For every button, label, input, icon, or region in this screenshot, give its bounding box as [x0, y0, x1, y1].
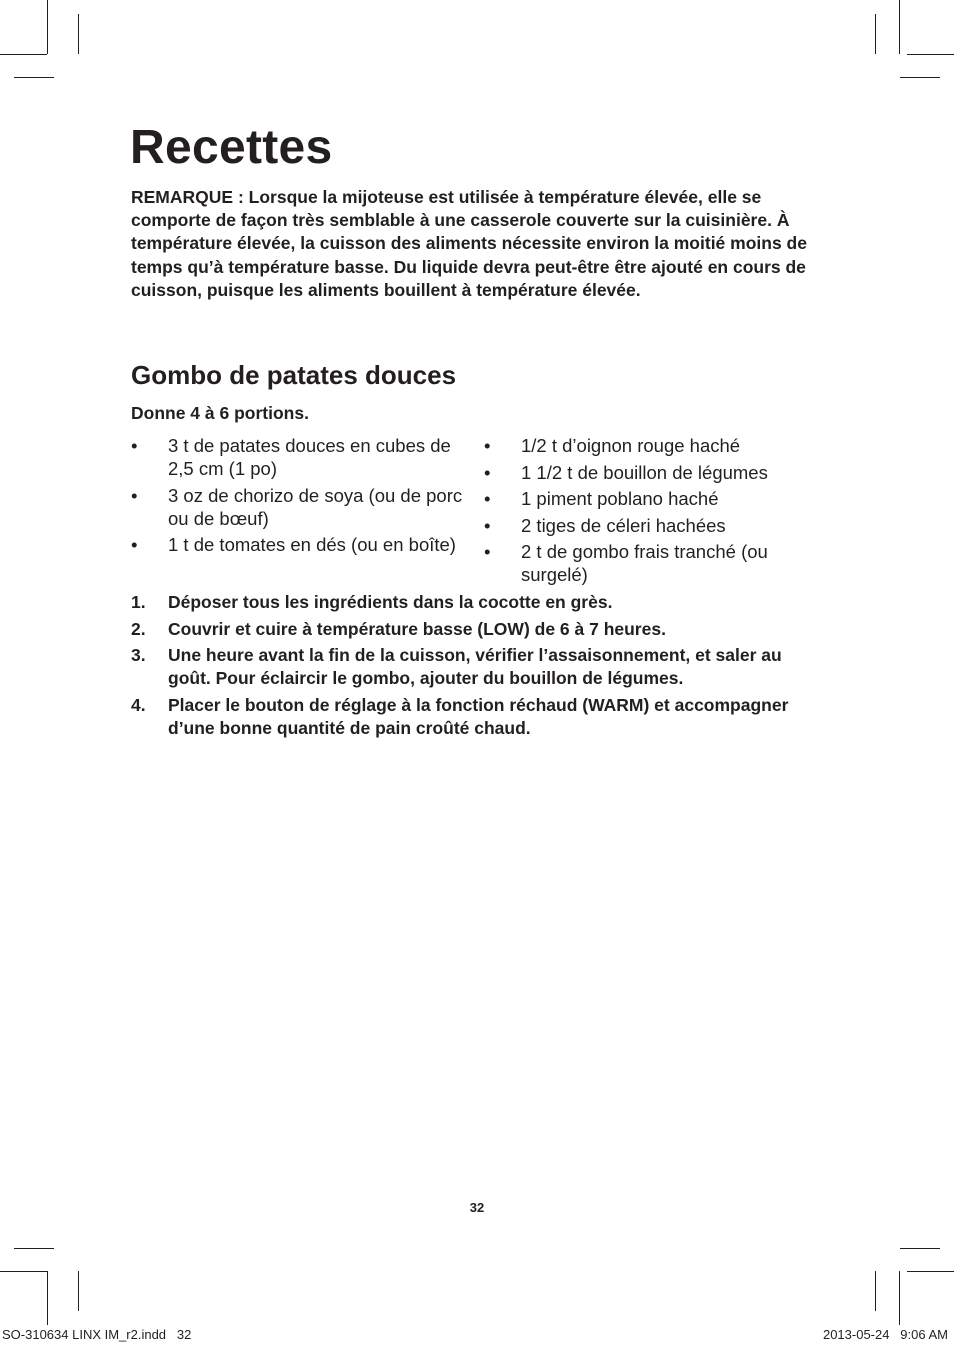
bullet-icon: •: [131, 435, 138, 456]
bullet-icon: •: [484, 488, 491, 509]
ingredient-item: [131, 533, 476, 556]
recipe-servings: Donne 4 à 6 portions.: [131, 403, 309, 423]
ingredient-text: 2 t de gombo frais tranché (ou surgelé): [521, 541, 768, 585]
crop-mark: [899, 0, 900, 54]
crop-mark: [0, 54, 47, 55]
note-text: Lorsque la mijoteuse est utilisée à température élevée, elle se comporte de façon très semblable à une casserole couverte sur la cuisinière. À température élevée, la cuisson des aliments nécessite environ la moitié moins de temps qu’à température basse. Du liquide devra peut-être être ajouté en cours de cuisson, puisque les aliments bouillent à température élevée.: [131, 187, 807, 300]
crop-mark: [907, 1271, 954, 1272]
recipe-title: Gombo de patates douces: [131, 360, 457, 390]
step-text: Couvrir et cuire à température basse (LOW) de 6 à 7 heures.: [168, 618, 666, 639]
step-number: 1.: [131, 592, 146, 612]
bullet-icon: •: [131, 534, 138, 555]
step-item: [131, 694, 798, 740]
ingredient-text: 1/2 t d’oignon rouge haché: [521, 435, 741, 456]
crop-mark: [78, 1271, 79, 1311]
ingredient-text: 1 t de tomates en dés (ou en boîte): [168, 534, 456, 555]
ingredient-item: [131, 484, 476, 530]
step-text: Placer le bouton de réglage à la fonction réchaud (WARM) et accompagner d’une bonne quantité de pain croûté chaud.: [168, 694, 789, 738]
crop-mark: [14, 77, 54, 78]
step-number: 2.: [131, 618, 146, 639]
crop-mark: [900, 77, 940, 78]
bullet-icon: •: [484, 514, 491, 536]
ingredient-text: 1 piment poblano haché: [521, 488, 719, 509]
crop-mark: [907, 54, 954, 55]
crop-mark: [899, 1271, 900, 1325]
ingredient-text: 3 oz de chorizo de soya (ou de porc ou de bœuf): [168, 484, 463, 529]
crop-mark: [875, 14, 876, 54]
crop-mark: [78, 14, 79, 54]
crop-mark: [875, 1271, 876, 1311]
instruction-steps: [131, 591, 831, 743]
ingredients-right-list: [484, 434, 829, 590]
step-number: 3.: [131, 645, 146, 665]
crop-mark: [0, 1271, 47, 1272]
crop-mark: [14, 1248, 54, 1249]
ingredient-text: 2 tiges de céleri hachées: [521, 514, 726, 536]
date-slug: 2013-05-24 9:06 AM: [822, 1327, 948, 1342]
step-number: 4.: [131, 694, 146, 715]
step-text: Une heure avant la fin de la cuisson, vérifier l’assaisonnement, et saler au goût. Pour éclaircir le gombo, ajouter du bouillon de légumes.: [168, 645, 782, 688]
ingredient-text: 1 1/2 t de bouillon de légumes: [521, 461, 768, 483]
note-label: REMARQUE :: [131, 187, 244, 207]
ingredient-item: [131, 434, 476, 480]
bullet-icon: •: [484, 435, 491, 456]
ingredient-item: [484, 514, 829, 537]
crop-mark: [47, 0, 48, 54]
ingredient-text: 3 t de patates douces en cubes de 2,5 cm (1 po): [168, 435, 451, 479]
note-paragraph: [131, 186, 831, 302]
ingredient-item: [484, 487, 829, 510]
crop-mark: [47, 1271, 48, 1325]
ingredient-item: [484, 434, 829, 457]
ingredient-item: [484, 540, 829, 586]
page-number: 32: [469, 1200, 485, 1215]
crop-mark: [900, 1248, 940, 1249]
step-text: Déposer tous les ingrédients dans la cocotte en grès.: [168, 592, 613, 612]
bullet-icon: •: [131, 484, 138, 506]
step-item: [131, 618, 831, 641]
page-title: Recettes: [130, 121, 333, 174]
step-item: [131, 644, 798, 690]
ingredients-left-list: [131, 434, 476, 560]
file-slug: SO-310634 LINX IM_r2.indd 32: [2, 1327, 192, 1342]
bullet-icon: •: [484, 461, 491, 483]
bullet-icon: •: [484, 541, 491, 562]
step-item: [131, 591, 831, 614]
ingredient-item: [484, 461, 829, 484]
